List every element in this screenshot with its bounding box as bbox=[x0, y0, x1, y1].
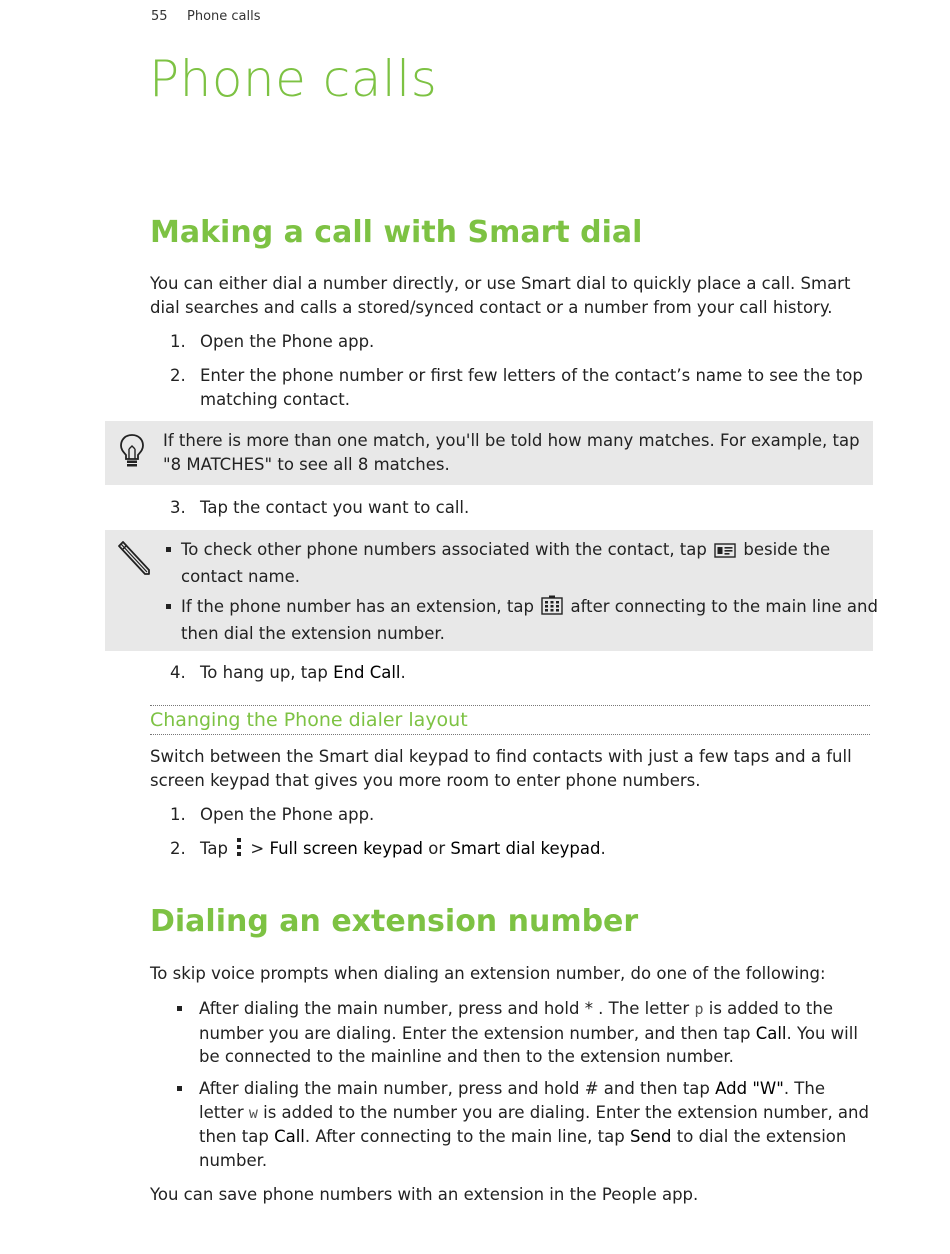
step-text bbox=[200, 837, 870, 864]
step-text-part: Tap bbox=[200, 839, 228, 858]
step-text-part: or bbox=[423, 839, 451, 858]
more-vertical-icon bbox=[235, 837, 243, 864]
list-text: letter bbox=[199, 1102, 249, 1122]
section-divider-top bbox=[150, 705, 870, 706]
tip-line: If there is more than one match, you'll be told how many matches. For example, tap bbox=[163, 431, 860, 450]
call-label: Call bbox=[274, 1127, 305, 1146]
letter-w: w bbox=[248, 1103, 258, 1122]
tip-text bbox=[163, 429, 868, 476]
step-text-part: . bbox=[400, 663, 406, 682]
list-text: is added to the bbox=[703, 999, 833, 1018]
note-text: If the phone number has an extension, tap bbox=[181, 597, 534, 616]
step-text-part: To hang up, tap bbox=[200, 663, 334, 682]
pencil-icon bbox=[115, 540, 151, 580]
list-text: . The bbox=[783, 1079, 825, 1098]
section-title-dialer-layout: Changing the Phone dialer layout bbox=[150, 709, 468, 731]
chapter-title: Phone calls bbox=[149, 50, 438, 108]
full-screen-keypad-label: Full screen keypad bbox=[269, 839, 424, 858]
step-number: 1. bbox=[170, 332, 186, 351]
step-number: 3. bbox=[170, 498, 186, 517]
list-text: . After connecting to the main line, tap bbox=[304, 1127, 630, 1146]
step-text: Open the Phone app. bbox=[200, 805, 375, 824]
section2-intro bbox=[150, 745, 870, 792]
note-text: beside the bbox=[743, 540, 831, 559]
smart-dial-keypad-label: Smart dial keypad bbox=[450, 839, 601, 858]
section3-outro: You can save phone numbers with an extension in the People app. bbox=[150, 1185, 699, 1204]
list-item bbox=[177, 997, 872, 1069]
intro-line: dial searches and calls a stored/synced contact or a number from your call history. bbox=[150, 297, 833, 317]
note-line bbox=[181, 538, 871, 565]
bullet-marker bbox=[177, 1006, 182, 1011]
list-line bbox=[199, 997, 872, 1022]
page-number: 55 bbox=[151, 9, 168, 24]
bullet-marker bbox=[177, 1086, 182, 1091]
step-text: Tap the contact you want to call. bbox=[200, 498, 470, 517]
step-text: Open the Phone app. bbox=[200, 332, 375, 351]
note-line: then dial the extension number. bbox=[181, 623, 445, 643]
section-divider-bottom bbox=[150, 734, 870, 735]
call-label: Call bbox=[755, 1023, 787, 1043]
step-line: matching contact. bbox=[200, 389, 350, 409]
step-text bbox=[200, 661, 870, 685]
list-text: to dial the extension bbox=[671, 1127, 847, 1146]
step-text-part: > bbox=[245, 839, 270, 858]
list-text: is added to the number you are dialing. Enter the extension number, and bbox=[257, 1102, 869, 1122]
list-text: . You will bbox=[786, 1023, 858, 1043]
send-label: Send bbox=[629, 1127, 672, 1146]
list-text: then tap bbox=[199, 1127, 275, 1146]
step-number: 4. bbox=[170, 663, 186, 682]
section-title-extension: Dialing an extension number bbox=[150, 904, 639, 939]
running-header bbox=[151, 9, 261, 24]
tip-callout bbox=[105, 421, 873, 485]
letter-p: p bbox=[694, 1000, 704, 1018]
note-line bbox=[181, 595, 876, 622]
end-call-label: End Call bbox=[333, 663, 401, 682]
lightbulb-icon bbox=[119, 433, 145, 473]
step-text bbox=[200, 364, 870, 411]
tip-line: "8 MATCHES" to see all 8 matches. bbox=[163, 454, 450, 474]
section1-intro bbox=[150, 272, 870, 319]
bullet-marker bbox=[166, 604, 171, 609]
intro-line: Switch between the Smart dial keypad to find contacts with just a few taps and a full bbox=[150, 747, 852, 766]
intro-line: You can either dial a number directly, or use Smart dial to quickly place a call. Smart bbox=[150, 274, 851, 293]
bullet-marker bbox=[166, 547, 171, 552]
step-2 bbox=[150, 364, 870, 412]
list-text: number you are dialing. Enter the extension number, and then tap bbox=[199, 1023, 756, 1043]
section3-intro: To skip voice prompts when dialing an extension number, do one of the following: bbox=[150, 964, 826, 983]
section-title-smart-dial: Making a call with Smart dial bbox=[150, 215, 643, 250]
header-chapter: Phone calls bbox=[187, 9, 261, 24]
contact-card-icon bbox=[714, 541, 736, 565]
step-number: 2. bbox=[170, 366, 186, 385]
list-line: number. bbox=[199, 1150, 268, 1170]
note-text: To check other phone numbers associated with the contact, tap bbox=[181, 540, 707, 559]
keypad-icon bbox=[541, 595, 563, 622]
list-line bbox=[199, 1022, 872, 1046]
note-bullet bbox=[166, 595, 878, 643]
list-line bbox=[199, 1077, 872, 1101]
note-callout bbox=[105, 530, 878, 651]
note-line: contact name. bbox=[181, 566, 301, 586]
list-line bbox=[199, 1101, 872, 1126]
intro-line: screen keypad that gives you more room to enter phone numbers. bbox=[150, 770, 701, 790]
step-line: Enter the phone number or first few letters of the contact’s name to see the top bbox=[200, 366, 863, 385]
step-text-part: . bbox=[600, 839, 606, 858]
step-number: 2. bbox=[170, 839, 186, 858]
list-line bbox=[199, 1125, 872, 1149]
list-text: After dialing the main number, press and hold # and then tap bbox=[199, 1079, 716, 1098]
list-line: be connected to the mainline and then to the extension number. bbox=[199, 1047, 734, 1066]
note-text: after connecting to the main line and bbox=[570, 597, 878, 616]
note-bullet bbox=[166, 538, 872, 586]
add-w-label: Add "W" bbox=[715, 1079, 784, 1098]
list-text: After dialing the main number, press and hold * . The letter bbox=[199, 999, 695, 1018]
list-item bbox=[177, 1077, 872, 1173]
step-number: 1. bbox=[170, 805, 186, 824]
